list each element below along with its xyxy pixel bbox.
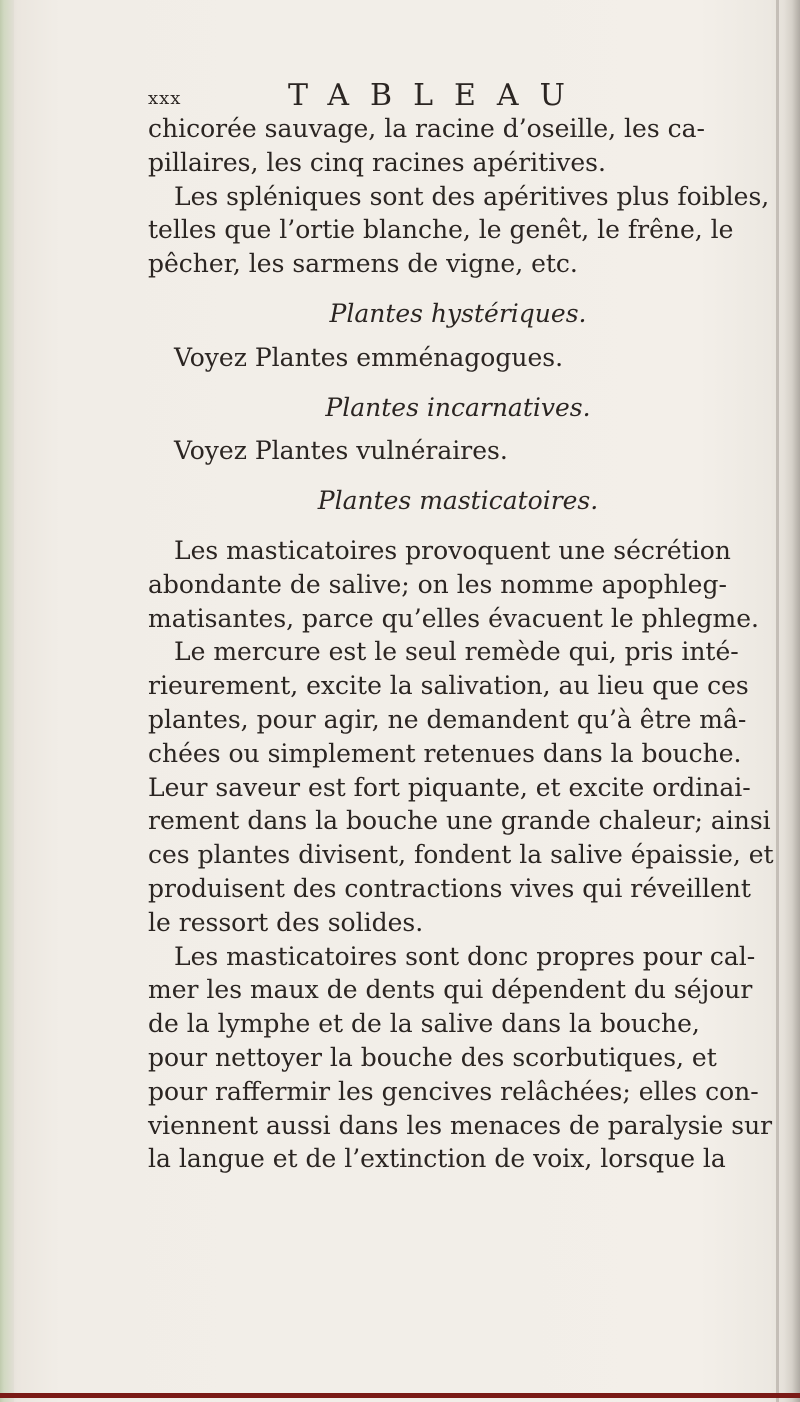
section-heading-hysteriques xyxy=(148,297,768,331)
text-line: Les spléniques sont des apéritives plus foibles, xyxy=(174,181,770,211)
text-line: Les masticatoires sont donc propres pour cal- xyxy=(174,941,756,971)
running-title: TABLEAU xyxy=(288,78,586,113)
page-body xyxy=(148,112,774,1176)
text-line: la langue et de l’extinction de voix, lorsque la xyxy=(148,1144,726,1174)
bottom-rule xyxy=(0,1393,800,1398)
paragraph-spleniques xyxy=(148,180,768,281)
text-line: plantes, pour agir, ne demandent qu’à être mâ- xyxy=(148,704,747,734)
section-gap xyxy=(148,281,768,297)
text-line: pêcher, les sarmens de vigne, etc. xyxy=(148,249,578,279)
text-line: de la lymphe et de la salive dans la bouche, xyxy=(148,1009,700,1039)
text-line: matisantes, parce qu’elles évacuent le phlegme. xyxy=(148,603,759,633)
see-also-emmenagogues: Voyez Plantes emménagogues. xyxy=(174,342,564,372)
text-line: Leur saveur est fort piquante, et excite ordinai- xyxy=(148,772,751,802)
text-line: pour nettoyer la bouche des scorbutiques, et xyxy=(148,1042,717,1072)
text-line: Les masticatoires provoquent une sécrétion xyxy=(174,535,731,565)
text-line: le ressort des solides. xyxy=(148,907,424,937)
paragraph-masticatoires-1 xyxy=(148,534,774,940)
text-line: rieurement, excite la salivation, au lieu que ces xyxy=(148,671,749,701)
text-line: pillaires, les cinq racines apéritives. xyxy=(148,147,606,177)
section-gap xyxy=(148,331,768,341)
page-number: xxx xyxy=(148,88,182,109)
section-heading-incarnatives xyxy=(148,391,768,425)
section-gap xyxy=(148,424,768,434)
page-binding-shadow xyxy=(0,0,14,1402)
section-gap xyxy=(148,468,768,484)
heading-text: Plantes masticatoires. xyxy=(317,486,599,516)
text-line: rement dans la bouche une grande chaleur; ainsi xyxy=(148,806,771,836)
text-line: produisent des contractions vives qui réveillent xyxy=(148,873,751,903)
see-also-vulneraires: Voyez Plantes vulnéraires. xyxy=(174,436,508,466)
section-gap xyxy=(148,375,768,391)
text-line: pour raffermir les gencives relâchées; elles con- xyxy=(148,1076,759,1106)
text-line: Le mercure est le seul remède qui, pris inté- xyxy=(174,637,739,667)
paragraph-continuation xyxy=(148,112,768,180)
paragraph-masticatoires-2 xyxy=(148,940,773,1177)
page-edge-shadow xyxy=(784,0,800,1402)
text-line: chées ou simplement retenues dans la bouche. xyxy=(148,738,742,768)
heading-text: Plantes incarnatives. xyxy=(325,392,591,422)
text-line: viennent aussi dans les menaces de paralysie sur xyxy=(148,1110,773,1140)
text-line: abondante de salive; on les nomme apophleg- xyxy=(148,569,727,599)
section-heading-masticatoires xyxy=(148,484,768,518)
text-line: chicorée sauvage, la racine d’oseille, les ca- xyxy=(148,114,705,143)
heading-text: Plantes hystériques. xyxy=(329,298,587,328)
text-line: telles que l’ortie blanche, le genêt, le frêne, le xyxy=(148,215,734,245)
text-line: mer les maux de dents qui dépendent du séjour xyxy=(148,975,753,1005)
section-gap xyxy=(148,518,768,534)
page-edge-line xyxy=(776,0,779,1402)
text-line: ces plantes divisent, fondent la salive épaissie, et xyxy=(148,840,774,870)
